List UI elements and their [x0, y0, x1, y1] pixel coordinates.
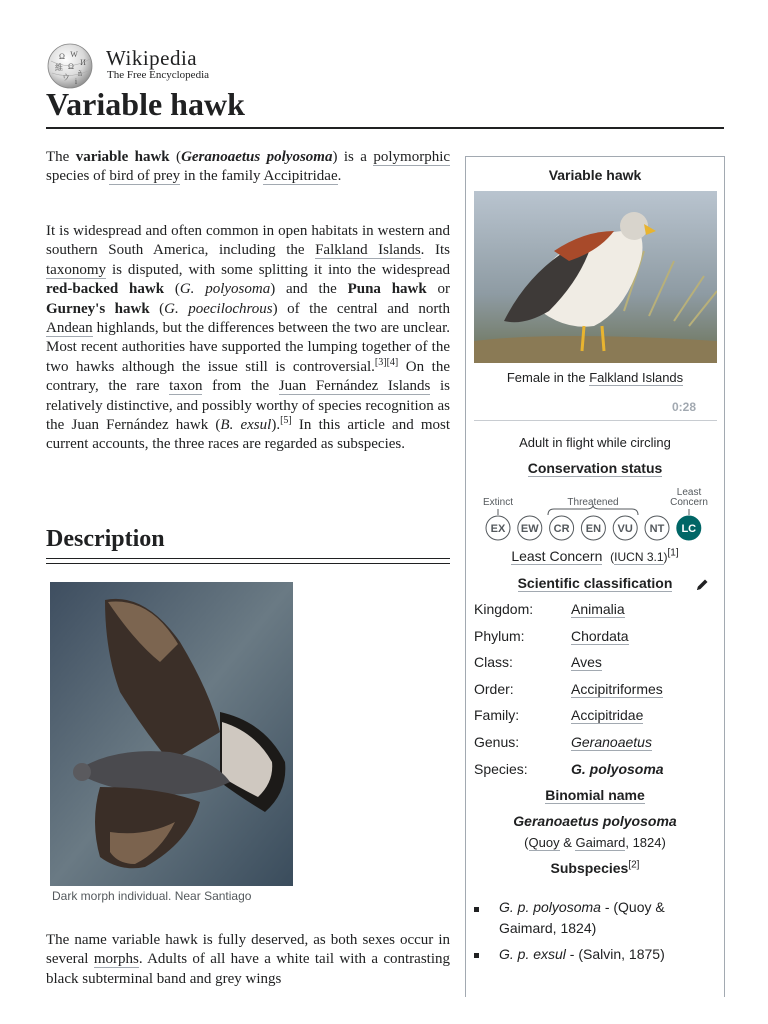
binomial-name: Geranoaetus polyosoma [513, 813, 677, 829]
list-bullet [474, 907, 479, 912]
taxonomy-link[interactable]: Animalia [571, 601, 625, 617]
iucn-code-lc[interactable] [677, 516, 701, 540]
taxonomy-row [474, 681, 719, 701]
link-taxon[interactable]: taxon [169, 378, 203, 395]
subspecies-heading: Subspecies[2] [550, 859, 640, 876]
taxonomy-rank: Species: [474, 760, 528, 777]
taxonomy-link[interactable]: Accipitriformes [571, 680, 663, 697]
intro-paragraph-1: The variable hawk (Geranoaetus polyosoma) is a polymorphic species of bird of prey in the family Accipitridae. [46, 149, 451, 185]
taxonomy-row [474, 734, 719, 754]
taxonomy-link[interactable]: Accipitridae [571, 707, 644, 724]
iucn-concern-label: Concern [670, 497, 708, 508]
iucn-code-ew[interactable] [518, 516, 542, 540]
taxonomy-rank: Genus: [474, 734, 520, 750]
ref-1[interactable]: [1] [667, 547, 679, 559]
taxonomy-row [474, 707, 719, 727]
ref-5[interactable]: [5] [280, 415, 292, 427]
iucn-threatened-bracket [548, 505, 638, 515]
svg-text:ウ: ウ [62, 73, 70, 82]
iucn-code-nt[interactable] [645, 516, 669, 540]
taxonomy-row [474, 628, 719, 648]
link-gaimard[interactable]: Gaimard [575, 835, 626, 850]
svg-text:И: И [80, 58, 86, 67]
taxonomy-rank: Order: [474, 680, 514, 697]
svg-text:EX: EX [490, 523, 506, 535]
infobox [465, 156, 725, 997]
edit-pencil-icon[interactable] [695, 578, 709, 592]
svg-text:i: i [74, 77, 78, 86]
taxonomy-value: G. polyosoma [571, 760, 664, 777]
binomial-authority: (Quoy & Gaimard, 1824) [524, 835, 666, 850]
iucn-threatened-label: Threatened [567, 497, 619, 508]
subspecies-item: G. p. polyosoma - (Quoy & Gaimard, 1824) [499, 899, 665, 936]
svg-text:CR: CR [553, 523, 570, 535]
link-taxonomy[interactable]: taxonomy [46, 261, 106, 278]
iucn-code-cr[interactable] [550, 516, 574, 540]
taxonomy-link[interactable]: Aves [571, 654, 602, 671]
iucn-least-label: Least [676, 487, 702, 498]
ref-4[interactable]: [4] [386, 356, 399, 368]
video-caption: Adult in flight while circling [519, 435, 671, 450]
link-accipitridae[interactable]: Accipitridae [263, 168, 338, 185]
list-bullet [474, 953, 479, 958]
svg-text:EN: EN [585, 523, 602, 535]
svg-text:NT: NT [649, 523, 665, 535]
link-iucn-3-1[interactable]: IUCN 3.1 [614, 550, 664, 564]
wikipedia-wordmark[interactable]: Wikipedia [106, 46, 198, 70]
intro-paragraph-2: It is widespread and often common in open habitats in western and southern South America, including the Falkland Islands. Its taxonomy is disputed, with some splitting it into the widespread red-backed hawk (G. polyosoma) and the Puna hawk or Gurney's hawk (G. poecilochrous) of the central and north Andean highlands, but the differences between the two are unclear. Most recent authorities have supported the lumping together of the two hawks although the issue still is controversial.[3][4] On the contrary, the rare taxon from the Juan Fernández Islands is relatively distinctive, and possibly worthy of species recognition as the Juan Fernández hawk (B. exsul).[5] In this article and most current accounts, the three races are regarded as subspecies. [46, 223, 451, 453]
link-quoy[interactable]: Quoy [528, 835, 560, 850]
iucn-code-vu[interactable] [613, 516, 637, 540]
infobox-photo-caption: Female in the Falkland Islands [506, 370, 684, 385]
infobox-title: Variable hawk [548, 167, 642, 183]
wikipedia-globe-logo[interactable] [46, 43, 94, 89]
taxonomy-rank: Kingdom: [474, 601, 534, 617]
link-least-concern[interactable]: Least Concern [511, 548, 603, 564]
description-paragraph-1: The name variable hawk is fully deserved, as both sexes occur in several morphs. Adults of all have a white tail with a contrasting black subterminal band and grey wings [46, 932, 451, 987]
svg-text:維: 維 [55, 63, 63, 72]
link-morphs[interactable]: morphs [93, 951, 139, 968]
link-falkland-islands[interactable]: Falkland Islands [315, 242, 421, 259]
title-divider [46, 127, 724, 129]
conservation-status-value: Least Concern (IUCN 3.1)[1] [511, 547, 679, 564]
link-bird-of-prey[interactable]: bird of prey [109, 168, 181, 185]
section-divider [46, 558, 450, 564]
link-juan-fernandez-islands[interactable]: Juan Fernández Islands [278, 378, 431, 395]
link-andean[interactable]: Andean [46, 320, 93, 337]
taxonomy-link[interactable]: Geranoaetus [571, 734, 652, 750]
link-falkland-islands-caption[interactable]: Falkland Islands [589, 370, 684, 385]
svg-text:ñ: ñ [78, 69, 82, 78]
svg-text:Ω: Ω [59, 52, 65, 61]
svg-text:LC: LC [681, 523, 697, 535]
scientific-classification-heading[interactable]: Scientific classification [517, 575, 673, 591]
ref-3[interactable]: [3] [374, 356, 387, 368]
subspecies-item: G. p. exsul - (Salvin, 1875) [499, 946, 665, 962]
video-duration: 0:28 [672, 400, 697, 414]
svg-text:EW: EW [520, 523, 539, 535]
svg-text:W: W [70, 50, 78, 59]
taxonomy-row [474, 761, 719, 781]
page-title: Variable hawk [46, 86, 245, 122]
taxonomy-rank: Family: [474, 707, 520, 724]
wikipedia-tagline: The Free Encyclopedia [107, 69, 210, 81]
taxonomy-rank: Class: [474, 654, 513, 671]
iucn-extinct-label: Extinct [482, 497, 514, 508]
female-hawk-photo[interactable] [474, 191, 717, 363]
taxonomy-rank: Phylum: [474, 627, 525, 644]
link-polymorphic[interactable]: polymorphic [373, 149, 451, 165]
iucn-code-en[interactable] [581, 516, 605, 540]
taxonomy-link[interactable]: Chordata [571, 627, 629, 644]
figure-caption: Dark morph individual. Near Santiago [52, 889, 252, 903]
iucn-code-ex[interactable] [486, 516, 510, 540]
svg-text:Ω: Ω [68, 62, 74, 71]
taxonomy-row [474, 601, 719, 621]
section-heading-description: Description [46, 526, 165, 552]
dark-morph-hawk-image[interactable] [50, 582, 293, 886]
iucn-status-scale[interactable] [474, 479, 719, 547]
taxonomy-row [474, 654, 719, 674]
ref-2[interactable]: [2] [628, 859, 640, 871]
conservation-status-heading[interactable]: Conservation status [527, 460, 663, 476]
video-progress-track[interactable] [474, 420, 717, 421]
binomial-name-heading: Binomial name [545, 787, 645, 803]
svg-text:VU: VU [617, 523, 633, 535]
